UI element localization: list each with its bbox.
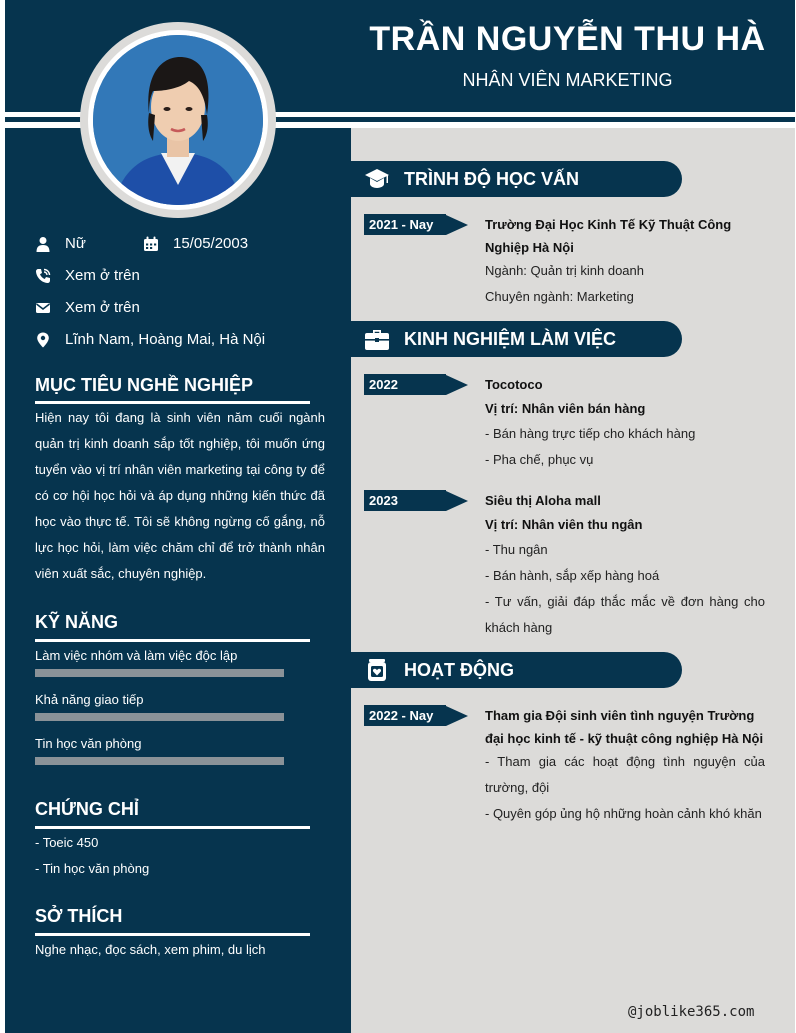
gender-value: Nữ [65, 235, 86, 252]
job-position: Vị trí: Nhân viên thu ngân [485, 517, 643, 532]
activities-section-header [351, 652, 682, 688]
hobbies-rule [35, 933, 310, 936]
birthday-value: 15/05/2003 [173, 235, 249, 252]
calendar-icon [143, 236, 159, 252]
person-icon [35, 236, 51, 252]
skill-bar-fill [35, 757, 284, 765]
job-duty: - Bán hành, sắp xếp hàng hoá [485, 568, 660, 583]
certificate-item: - Toeic 450 [35, 835, 99, 850]
certificates-rule [35, 826, 310, 829]
job-duty: - Pha chế, phục vụ [485, 452, 594, 467]
envelope-icon [35, 300, 51, 316]
skills-rule [35, 639, 310, 642]
skill-bar [35, 713, 284, 721]
skill-bar [35, 669, 284, 677]
address-value: Lĩnh Nam, Hoàng Mai, Hà Nội [65, 331, 266, 348]
education-major: Ngành: Quản trị kinh doanh [485, 263, 644, 278]
education-school: Trường Đại Học Kinh Tế Kỹ Thuật Công Nghiệp Hà Nội [485, 217, 732, 255]
address-row [35, 331, 265, 348]
activities-title: HOẠT ĐỘNG [404, 659, 514, 680]
portrait-illustration [93, 35, 263, 205]
birthday-row [143, 235, 248, 252]
job-company: Tocotoco [485, 377, 543, 392]
activity-date: 2022 - Nay [364, 705, 446, 726]
footer-credit: @joblike365.com [628, 1004, 755, 1020]
graduation-cap-icon [364, 166, 390, 192]
skill-label: Làm việc nhóm và làm việc độc lập [35, 648, 238, 663]
activity-date-tag [364, 705, 468, 726]
hobbies-text: Nghe nhạc, đọc sách, xem phim, du lịch [35, 942, 266, 957]
experience-section-header [351, 321, 682, 357]
skills-title: KỸ NĂNG [35, 612, 119, 632]
skill-bar-fill [35, 669, 284, 677]
profile-photo [93, 35, 263, 205]
phone-value: Xem ở trên [65, 267, 140, 284]
location-pin-icon [35, 332, 51, 348]
job-date: 2023 [364, 490, 446, 511]
skill-bar-fill [35, 713, 284, 721]
objective-text: Hiện nay tôi đang là sinh viên năm cuối ngành quản trị kinh doanh sắp tốt nghiệp, tôi muốn ứng tuyển vào vị trí nhân viên marketing tại công ty để có cơ hội học hỏi và áp dụng những kiến thức đã học vào thực tế. Tôi sẽ không ngừng cố gắng, nỗ lực học hỏi, làm việc chăm chỉ để trở thành nhân viên xuất sắc, chuyên nghiệp. [35, 410, 325, 581]
job-company: Siêu thị Aloha mall [485, 493, 601, 508]
volunteer-badge-icon [364, 657, 390, 683]
avatar [80, 22, 276, 218]
activity-item: - Quyên góp ủng hộ những hoàn cảnh khó khăn [485, 806, 762, 821]
candidate-role: NHÂN VIÊN MARKETING [462, 70, 673, 90]
skill-bar [35, 757, 284, 765]
job-date-tag [364, 374, 468, 395]
skill-label: Tin học văn phòng [35, 736, 142, 751]
email-row [35, 299, 140, 316]
certificates-title: CHỨNG CHỈ [35, 799, 139, 819]
skill-label: Khả năng giao tiếp [35, 692, 144, 707]
education-date-tag [364, 214, 468, 235]
candidate-name: TRẦN NGUYỄN THU HÀ [369, 20, 766, 58]
job-date: 2022 [364, 374, 446, 395]
certificate-item: - Tin học văn phòng [35, 861, 150, 876]
education-title: TRÌNH ĐỘ HỌC VẤN [404, 168, 579, 189]
job-duty: - Bán hàng trực tiếp cho khách hàng [485, 426, 696, 441]
job-duty: - Thu ngân [485, 542, 548, 557]
objective-title: MỤC TIÊU NGHỀ NGHIỆP [35, 375, 254, 395]
job-position: Vị trí: Nhân viên bán hàng [485, 401, 646, 416]
phone-icon [35, 268, 51, 284]
email-value: Xem ở trên [65, 299, 140, 316]
education-specialty: Chuyên ngành: Marketing [485, 289, 634, 304]
phone-row [35, 267, 140, 284]
experience-title: KINH NGHIỆM LÀM VIỆC [404, 328, 617, 349]
objective-rule [35, 401, 310, 404]
gender-row [35, 235, 86, 252]
education-date: 2021 - Nay [364, 214, 446, 235]
activity-item: - Tham gia các hoạt động tình nguyện của trường, đội [485, 754, 765, 795]
briefcase-icon [364, 326, 390, 352]
education-section-header [351, 161, 682, 197]
job-duty: - Tư vấn, giải đáp thắc mắc về đơn hàng cho khách hàng [485, 594, 765, 635]
hobbies-title: SỞ THÍCH [35, 906, 123, 926]
activity-name: Tham gia Đội sinh viên tình nguyện Trường đại học kinh tế - kỹ thuật công nghiệp Hà Nội [485, 708, 764, 746]
job-date-tag [364, 490, 468, 511]
